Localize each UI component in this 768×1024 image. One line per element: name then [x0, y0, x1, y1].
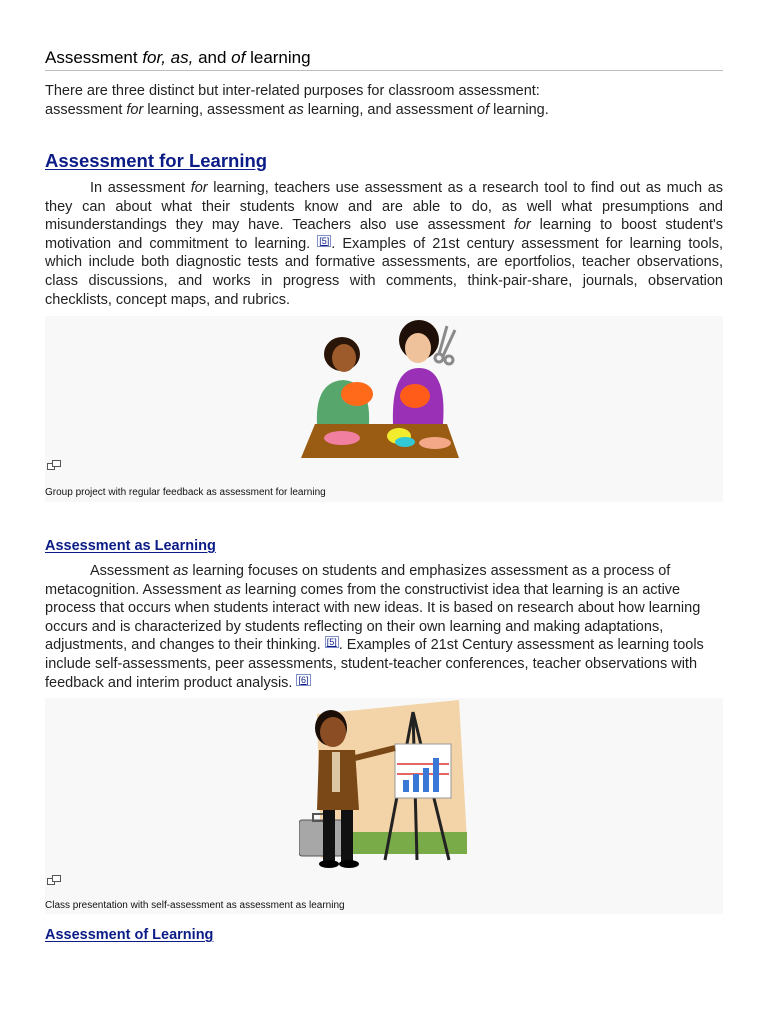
heading-assessment-for-learning[interactable]: Assessment for Learning — [45, 150, 268, 171]
group-project-illustration — [297, 318, 467, 460]
peach-cloth — [419, 437, 451, 449]
as-learning-paragraph: Assessment as learning focuses on students and emphasizes assessment as a process of metacognition. Assessment as learning comes from the constructivist idea that learning is an active process that occurs when students interact with new ideas. It is based on research about how learning occurs and is characterized by students reflecting on their own learning and making adaptations, adjustments, and changes to their thinking. [5] . Examples of 21st Century assessment as learning tools include self-assessments, peer assessments, student-teacher conferences, teacher observations with feedback and interim product analysis. [6] — [45, 563, 704, 691]
citation-link[interactable]: [5] — [319, 235, 330, 246]
citation-link[interactable]: [5] — [326, 637, 337, 648]
for-learning-paragraph: In assessment for learning, teachers use assessment as a research tool to find out as much as they can about what their students know and are able to do, as well what presumptions and misunderstandings they may have. Teachers also use assessment for learning to boost student's motivation and commitment to learning. [5] . Examples of 21st century assessment for learning tools, which include both diagnostic tests and formative assessments, are eportfolios, teacher observations, class discussions, and works in progress with comments, think-pair-share, journals, observation checklists, concept maps, and rubrics. — [45, 180, 724, 308]
intro-line-2: assessment for learning, assessment as learning, and assessment of learning. — [45, 102, 549, 118]
page-title: Assessment for, as, and of learning — [45, 48, 311, 67]
figure-caption: Group project with regular feedback as assessment for learning — [45, 487, 326, 498]
orange-cloth — [341, 382, 373, 406]
figure-group-project — [45, 316, 723, 502]
citation-link[interactable]: [6] — [298, 674, 309, 685]
class-presentation-illustration — [299, 700, 473, 870]
intro-paragraph — [45, 82, 723, 120]
title-divider — [45, 70, 723, 71]
briefcase-icon — [299, 820, 343, 856]
enlarge-icon[interactable] — [47, 460, 61, 470]
pink-cloth — [324, 431, 360, 445]
figure-class-presentation — [45, 698, 723, 914]
enlarge-icon[interactable] — [47, 875, 61, 885]
figure-caption: Class presentation with self-assessment as assessment as learning — [45, 900, 345, 911]
heading-assessment-of-learning[interactable]: Assessment of Learning — [45, 927, 214, 943]
heading-assessment-as-learning[interactable]: Assessment as Learning — [45, 538, 216, 554]
intro-line-1: There are three distinct but inter-related purposes for classroom assessment: — [45, 83, 540, 99]
